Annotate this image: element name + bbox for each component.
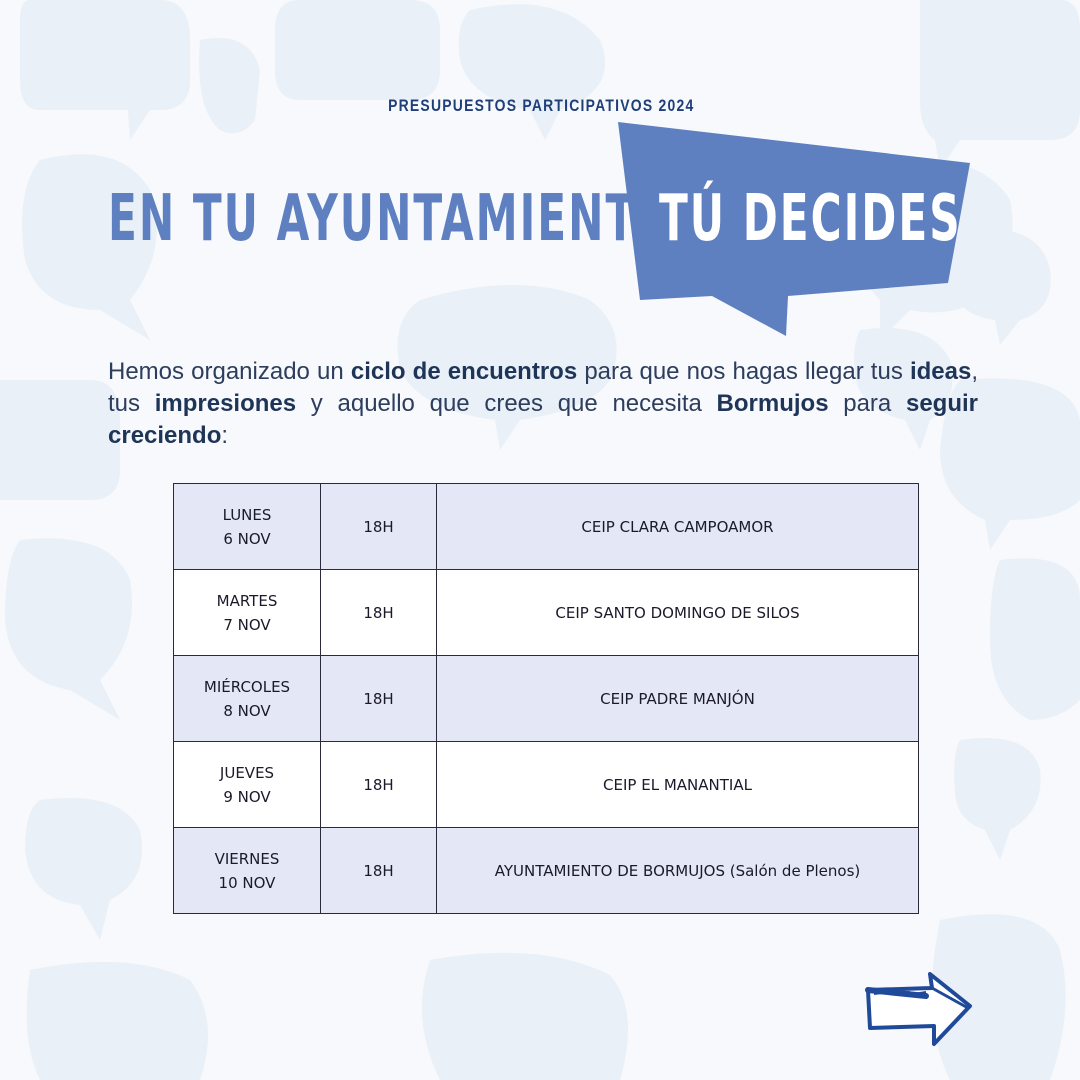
place-cell: CEIP SANTO DOMINGO DE SILOS (437, 570, 919, 656)
schedule-table (173, 483, 919, 914)
time-cell: 18H (321, 570, 437, 656)
table-row (174, 484, 919, 570)
place-cell: CEIP EL MANANTIAL (437, 742, 919, 828)
campaign-kicker: PRESUPUESTOS PARTICIPATIVOS 2024 (388, 96, 695, 115)
place-cell: CEIP PADRE MANJÓN (437, 656, 919, 742)
time-cell: 18H (321, 742, 437, 828)
day-cell: LUNES 6 NOV (174, 484, 321, 570)
place-cell: AYUNTAMIENTO DE BORMUJOS (Salón de Plenos) (437, 828, 919, 914)
time-cell: 18H (321, 828, 437, 914)
table-row (174, 828, 919, 914)
table-row (174, 656, 919, 742)
intro-paragraph: Hemos organizado un ciclo de encuentros para que nos hagas llegar tus ideas, tus impresiones y aquello que crees que necesita Bormujos para seguir creciendo: (108, 358, 978, 449)
table-row (174, 570, 919, 656)
headline-text: EN TU AYUNTAMIENTO, (108, 182, 692, 256)
day-cell: MIÉRCOLES 8 NOV (174, 656, 321, 742)
time-cell: 18H (321, 656, 437, 742)
table-row (174, 742, 919, 828)
headline-highlight-text: TÚ DECIDES (659, 182, 962, 256)
right-arrow-icon[interactable] (860, 968, 976, 1052)
time-cell: 18H (321, 484, 437, 570)
day-cell: JUEVES 9 NOV (174, 742, 321, 828)
day-cell: VIERNES 10 NOV (174, 828, 321, 914)
place-cell: CEIP CLARA CAMPOAMOR (437, 484, 919, 570)
day-cell: MARTES 7 NOV (174, 570, 321, 656)
